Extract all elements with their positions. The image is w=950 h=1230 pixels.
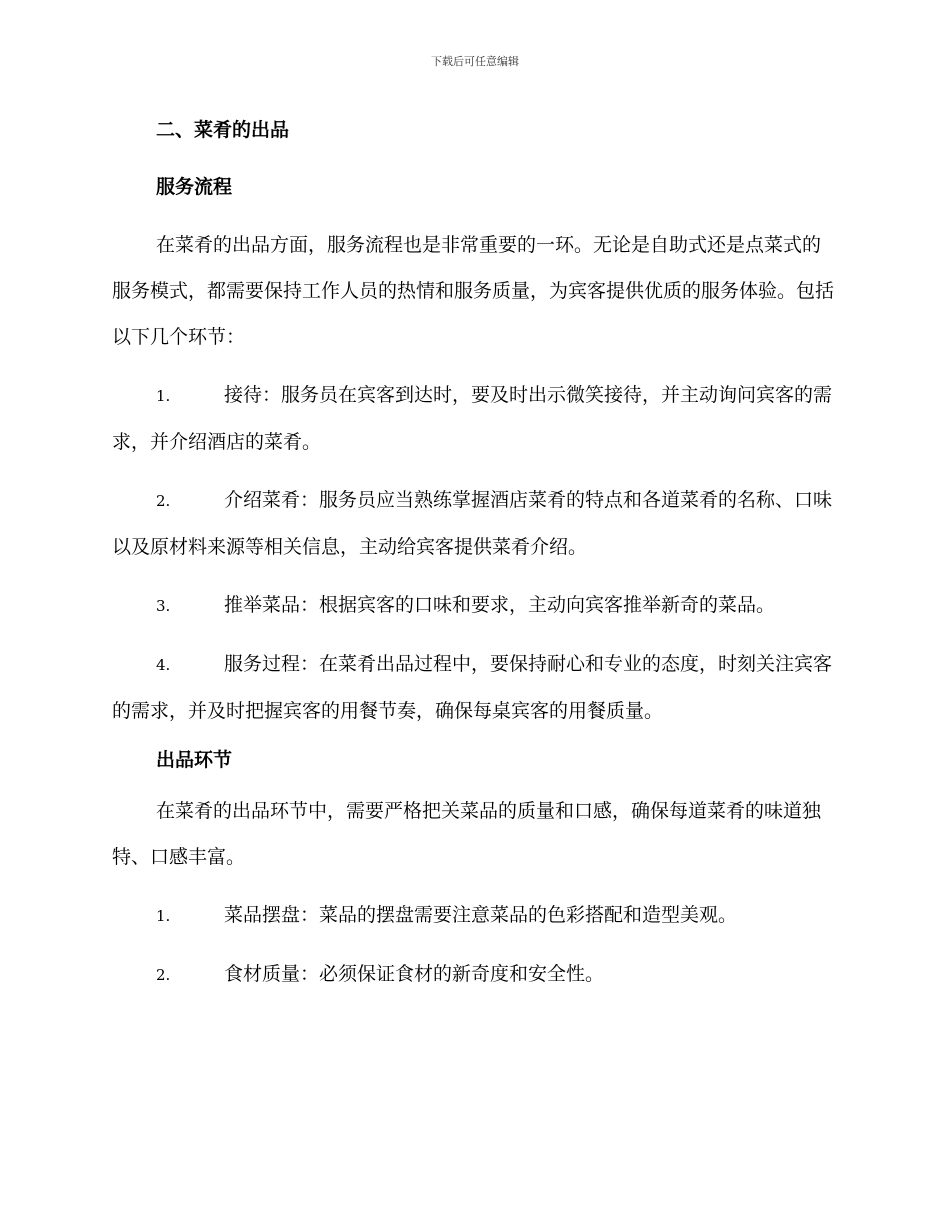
list-text: 服务过程：在菜肴出品过程中，要保持耐心和专业的态度，时刻关注宾客的需求，并及时把握宾客的用餐节奏，确保每桌宾客的用餐质量。 [112, 653, 833, 722]
list-number: 1. [156, 387, 171, 405]
paragraph-service-intro: 在菜肴的出品方面，服务流程也是非常重要的一环。无论是自助式还是点菜式的服务模式，都需要保持工作人员的热情和服务质量，为宾客提供优质的服务体验。包括以下几个环节： [112, 234, 835, 348]
document-body [112, 112, 836, 998]
list-item [112, 582, 836, 629]
list-item [112, 372, 836, 465]
list-item [112, 892, 836, 939]
list-number: 3. [156, 597, 171, 615]
paragraph-output-intro: 在菜肴的出品环节中，需要严格把关菜品的质量和口感，确保每道菜肴的味道独特、口感丰富。 [112, 800, 822, 868]
list-number: 1. [156, 907, 171, 925]
list-text: 食材质量：必须保证食材的新奇度和安全性。 [224, 963, 605, 985]
subsection-title-service: 服务流程 [156, 176, 233, 198]
list-number: 2. [156, 492, 171, 510]
list-item [112, 641, 836, 734]
list-number: 2. [156, 966, 171, 984]
list-text: 菜品摆盘：菜品的摆盘需要注意菜品的色彩搭配和造型美观。 [224, 904, 738, 926]
header-note: 下载后可任意编辑 [431, 55, 519, 68]
list-text: 介绍菜肴：服务员应当熟练掌握酒店菜肴的特点和各道菜肴的名称、口味以及原材料来源等相关信息，主动给宾客提供菜肴介绍。 [112, 489, 833, 558]
list-text: 推举菜品：根据宾客的口味和要求，主动向宾客推举新奇的菜品。 [224, 594, 776, 616]
list-item [112, 951, 836, 998]
list-number: 4. [156, 656, 171, 674]
subsection-title-output: 出品环节 [156, 749, 233, 771]
list-text: 接待：服务员在宾客到达时，要及时出示微笑接待，并主动询问宾客的需求，并介绍酒店的菜肴。 [112, 384, 833, 453]
list-item [112, 477, 836, 570]
section-title: 二、菜肴的出品 [156, 119, 290, 141]
